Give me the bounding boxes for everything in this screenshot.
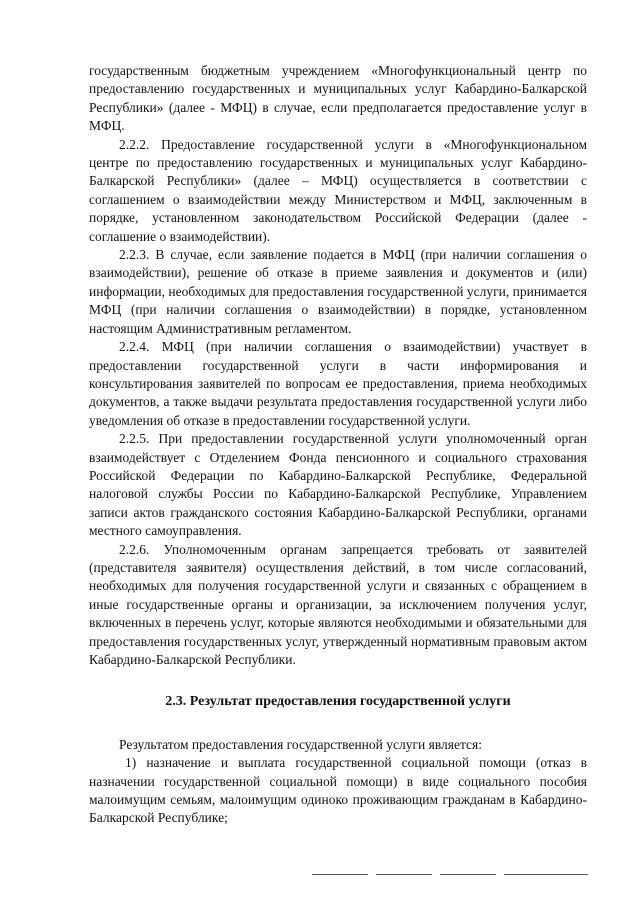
paragraph-2-2-6: 2.2.6. Уполномоченным органам запрещается требовать от заявителей (представителя заявителя) осуществления действий, в том числе согласований, необходимых для получения государственной услуги и связанных с обращением в иные государственные органы и организации, за исключением получения услуг, включенных в перечень услуг, которые являются необходимыми и обязательными для предоставления государственных услуг, утвержденный нормативным правовым актом Кабардино-Балкарской Республики.: [89, 541, 587, 667]
paragraph-2-2-2: 2.2.2. Предоставление государственной услуги в «Многофункциональном центре по предоставлению государственных и муниципальных услуг Кабардино-Балкарской Республики» (далее – МФЦ) осуществляется в соответствии с соглашением о взаимодействии между Министерством и МФЦ, заключенным в порядке, установленном законодательством Российской Федерации (далее - соглашение о взаимодействии).: [89, 136, 587, 244]
paragraph-2-2-5: 2.2.5. При предоставлении государственной услуги уполномоченный орган взаимодействует с Отделением Фонда пенсионного и социального страхования Российской Федерации по Кабардино-Балкарской Республике, Федеральной налоговой службы России по Кабардино-Балкарской Республике, Управлением записи актов гражданского состояния Кабардино-Балкарской Республики, органами местного самоуправления.: [89, 431, 587, 539]
footer-rule: [312, 874, 588, 876]
section-intro: Результатом предоставления государственной услуги является:: [119, 736, 482, 752]
section-heading-2-3: 2.3. Результат предоставления государственной услуги: [165, 694, 511, 710]
document-page: [89, 62, 587, 828]
paragraph-2-2-4: 2.2.4. МФЦ (при наличии соглашения о взаимодействии) участвует в предоставлении государственной услуги в части информирования и консультирования заявителей по вопросам ее предоставления, приема необходимых документов, а также выдачи результата предоставления государственной услуги либо уведомления об отказе в предоставлении государственной услуги.: [89, 339, 587, 428]
paragraph-mfc-intro: государственным бюджетным учреждением «Многофункциональный центр по предоставлению государственных и муниципальных услуг Кабардино-Балкарской Республики» (далее - МФЦ) в случае, если предполагается предоставление услуг в МФЦ.: [89, 63, 587, 134]
paragraph-2-2-3: 2.2.3. В случае, если заявление подается в МФЦ (при наличии соглашения о взаимодействии), решение об отказе в приеме заявления и документов и (или) информации, необходимых для предоставления государственной услуги, принимается МФЦ (при наличии соглашения о взаимодействии) в порядке, установленном настоящим Административным регламентом.: [89, 247, 587, 336]
result-item-1: 1) назначение и выплата государственной социальной помощи (отказ в назначении государственной социальной помощи) в виде социального пособия малоимущим семьям, малоимущим одиноко проживающим гражданам в Кабардино-Балкарской Республике;: [89, 755, 587, 826]
